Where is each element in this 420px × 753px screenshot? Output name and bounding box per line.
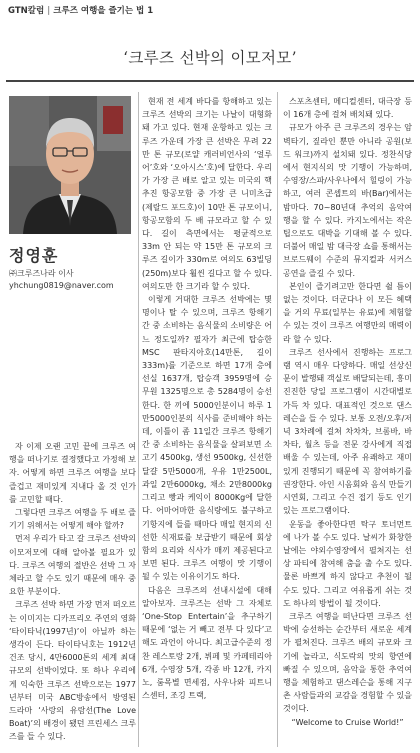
article-title: ‘크루즈 선박의 이모저모’ xyxy=(123,49,297,67)
column-divider xyxy=(138,92,139,747)
paragraph: 자 이제 오랜 고민 끝에 크루즈 여행을 떠나기로 결정했다고 가정해 보자. 어떻게 하면 크루즈 여행을 보다 즐겁고 재미있게 지내다 올 것 인가를 고민할 때다. xyxy=(9,442,136,504)
paragraph: 크루즈 선사에서 진행하는 프로그램 역시 매우 다양하다. 매일 선상신문이 발행돼 객실로 배달되는데, 흥미진진한 당일 프로그램이 시간대별로 가득 차 있다. 대표적인 것으로 댄스 레슨을 들 수 있다. 보통 오전/오후/저녁 3차례에 걸쳐 차차차, 브롬바, 바차타, 월츠 등을 전문 강사에게 직접 배울 수 있는데, 아주 유쾌하고 재미있게 진행되기 때문에 꼭 참여하기를 권장한다. 아인 시음회와 음식 만들기 시연회, 그리고 수건 접기 등도 인기 있는 프로그램이다. xyxy=(283,347,412,516)
paragraph: 본인이 즐기려고만 한다면 쉴 틈이 없는 것이다. 더군다나 이 모든 혜택을 거의 무료(일부는 유료)에 체험할 수 있는 것이 크루즈 여행만의 매력이라 할 수 있다. xyxy=(283,281,412,344)
paragraph: 규모가 아주 큰 크루즈의 경우는 암벽타기, 짚라인 뿐만 아니라 공원(보드 워크)까지 설치돼 있다. 정찬식당에서 현지식의 맛 기행이 가능하며, 수영장/스파/사우나에서 힐링이 가능하고, 여러 콘셉트의 바(Bar)에서는 밤마다. 70~80년대 추억의 음악여행을 할 수 있다. 카지노에서는 작은 팁으로도 대박을 기대해 볼 수 있다. 더불어 매일 밤 대극장 쇼를 통해서는 브로드웨이 수준의 뮤지컬과 서커스 공연을 즐길 수 있다. xyxy=(283,123,412,278)
author-photo xyxy=(9,96,131,234)
column-brand: GTN칼럼 xyxy=(8,6,45,16)
column-divider xyxy=(277,92,278,747)
paragraph: 다음은 크루즈의 선내시설에 대해 알아보자. 크루즈는 선박 그 자체로 ‘One-Stop Entertain’을 추구하기 때문에 ‘없는 거 빼고 전부 다 있다’고 해도 과언이 아니다. 최고급수준의 정찬 레스토랑 2개, 뷔페 및 카페테리아 6개, 수영장 5개, 각종 바 12개, 카지노, 룸목별 면세점, 사우나와 피트니스센터, 조깅 트랙, xyxy=(142,585,272,701)
column-header xyxy=(8,4,412,18)
article-column-3 xyxy=(283,95,412,729)
paragraph: 스포츠센터, 메디컬센터, 대극장 등이 16개 층에 걸쳐 배치돼 있다. xyxy=(283,97,412,120)
paragraph: 먼저 우리가 타고 갈 크루즈 선박의 이모저모에 대해 알아볼 필요가 있다. 크루즈 여행의 절반은 선박 그 자체라고 할 수도 있기 때문에 매우 중요한 부분이다. xyxy=(9,534,136,597)
header-separator: | xyxy=(47,6,51,16)
author-affiliation: ㈜크루즈나라 이사 xyxy=(9,269,74,278)
paragraph: 크루즈 선박 하면 가장 먼저 떠오르는 이미지는 디카프리오 주연의 영화 ‘타이타닉(1997년)’이 아닐까 하는 생각이 든다. 타이타닉호는 1912년 건조 당시, 4만6000톤의 세계 최대 규모의 선박이었다. 또 하나 우리에게 익숙한 크루즈 선박으로는 1977년부터 미국 ABC방송에서 방영된 드라마 ‘사랑의 유람선(The Love Boat)’의 배경이 됐던 프린세스 크루즈를 들 수 있다. xyxy=(9,600,136,742)
article-column-2 xyxy=(142,95,272,702)
author-name: 정영훈 xyxy=(9,246,59,265)
paragraph: 이렇게 거대한 크루즈 선박에는 몇 명이나 탈 수 있으며, 크루즈 항해기간 중 소비하는 음식물의 소비량은 어느 정도일까? 필자가 최근에 탑승한 MSC 판타지아호(14만톤, 길이 333m)를 기준으로 하면 17개 층에 선실 1637개, 탑승객 3959명에 승무원 1325명으로 총 5284명이 승선한다. 한 끼에 5000인분이니 하루 1만5000인분의 식사를 준비해야 하는데, 이틀이 좀 11일간 크루즈 항해기간 중 소비하는 음식물을 살펴보면 소고기 4500kg, 생선 9500kg, 신선한 달걀 5만5000개, 우유 1만2500L, 과일 2만6000kg, 채소 2만8000kg 그리고 빵과 케익이 8000Kg에 달한다. 어마어마한 음식량에도 불구하고 기항지에 들를 때마다 매일 현지의 신선한 식재료를 보급받기 때문에 회상함의 요리와 식사가 매끼 제공된다고 보면 된다. 크루즈 여행이 맛 기행이 될 수 있는 이유이기도 하다. xyxy=(142,295,272,582)
article-column-1 xyxy=(9,440,136,744)
closing-line: “Welcome to Cruise World!” xyxy=(291,717,404,727)
author-portrait-illustration xyxy=(9,96,131,234)
title-divider xyxy=(6,80,414,82)
column-series-title: 크루즈 여행을 즐기는 법 1 xyxy=(53,6,154,16)
paragraph: 운동을 좋아한다면 탁구 토너먼트에 나가 볼 수도 있다. 날씨가 화창한 날에는 야외수영장에서 펼쳐지는 선상 파티에 참여해 춤을 출 수도 있다. 물론 바쁘게 하지 않다고 추천이 될 수도 있다. 그리고 여유롭게 쉬는 것도 하나의 방법이 될 것이다. xyxy=(283,519,412,608)
paragraph: 현재 전 세계 바다를 항해하고 있는 크루즈 선박의 크기는 나날이 대형화돼 가고 있다. 현재 운항하고 있는 크루즈 가운데 가장 큰 선박은 무려 22만 톤 규모(로얄 캐러비언사의 ‘얼루어’호와 ‘오아시스’호)에 달한다. 우리가 가장 큰 배로 알고 있는 미국의 핵추진 항공모함 중 가장 큰 니미츠급(제랄드 포드호)이 10만 톤 규모이니, 항공모함의 두 배 규모라고 할 수 있다. 길이 측면에서는 평균적으로 33m 안 되는 약 15만 톤 규모의 크루즈 길이가 330m로 여의도 63빌딩(250m)보다 훨씬 길다고 할 수 있다. 여의도만 한 크기라 할 수 있다. xyxy=(142,97,272,291)
author-email: yhchung0819@naver.com xyxy=(9,281,114,290)
paragraph: 그렇다면 크루즈 여행을 두 배로 즐기기 위해서는 어떻게 해야 할까? xyxy=(9,508,136,531)
paragraph: 크루즈 여행을 떠난다면 크루즈 선박에 승선하는 순간부터 새로운 세계가 펼쳐진다. 크루즈 배의 규모와 크기에 놀라고, 식도락의 맛의 향연에 빠질 수 있으며, 음악을 통한 추억여행을 체험하고 댄스레슨을 통해 지구촌 사람들과의 교감을 경험할 수 있을 것이다. xyxy=(283,611,412,714)
